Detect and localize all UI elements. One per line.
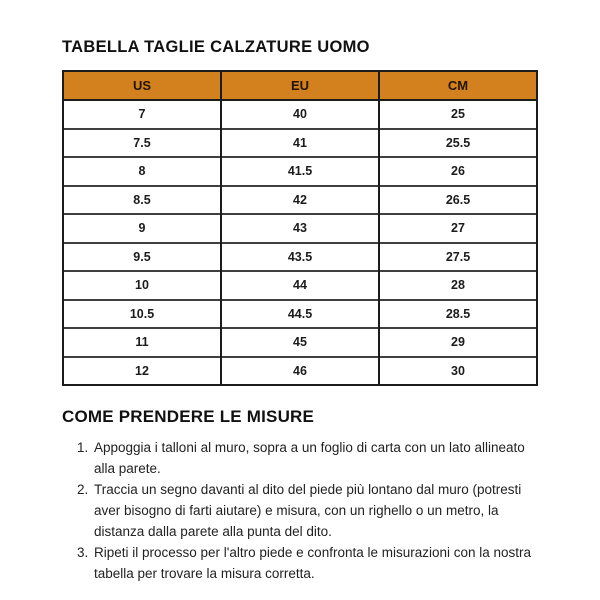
size-cell-us: 8.5: [63, 186, 221, 215]
size-cell-eu: 44.5: [221, 300, 379, 329]
size-cell-us: 10: [63, 271, 221, 300]
column-header-cm: CM: [379, 71, 537, 100]
size-cell-cm: 26: [379, 157, 537, 186]
size-table-row: [63, 328, 537, 357]
instructions-title: COME PRENDERE LE MISURE: [62, 407, 315, 426]
size-cell-us: 7.5: [63, 129, 221, 158]
size-cell-cm: 29: [379, 328, 537, 357]
size-cell-us: 9: [63, 214, 221, 243]
size-cell-eu: 41.5: [221, 157, 379, 186]
size-table-row: [63, 214, 537, 243]
size-cell-cm: 27: [379, 214, 537, 243]
instruction-item: 2. Traccia un segno davanti al dito del piede più lontano dal muro (potresti aver bisogno di farti aiutare) e misura, con un righello o un metro, la distanza dalla parete alla punta del dito.: [92, 479, 544, 542]
size-table-header-row: [63, 71, 537, 100]
size-table-row: [63, 100, 537, 129]
size-cell-cm: 25: [379, 100, 537, 129]
size-cell-cm: 27.5: [379, 243, 537, 272]
size-table: [62, 70, 538, 386]
size-cell-us: 11: [63, 328, 221, 357]
size-table-title: TABELLA TAGLIE CALZATURE UOMO: [62, 38, 370, 56]
instruction-item: 1. Appoggia i talloni al muro, sopra a un foglio di carta con un lato allineato alla parete.: [92, 437, 544, 479]
size-cell-eu: 43: [221, 214, 379, 243]
size-table-row: [63, 243, 537, 272]
size-table-row: [63, 300, 537, 329]
column-header-eu: EU: [221, 71, 379, 100]
size-cell-cm: 25.5: [379, 129, 537, 158]
size-cell-cm: 28.5: [379, 300, 537, 329]
size-cell-eu: 40: [221, 100, 379, 129]
size-cell-eu: 43.5: [221, 243, 379, 272]
size-table-row: [63, 186, 537, 215]
instruction-item: 3. Ripeti il processo per l'altro piede e confronta le misurazioni con la nostra tabella per trovare la misura corretta.: [92, 542, 544, 584]
size-table-row: [63, 271, 537, 300]
size-table-row: [63, 357, 537, 386]
size-cell-cm: 26.5: [379, 186, 537, 215]
size-table-header: [63, 71, 537, 100]
size-cell-us: 7: [63, 100, 221, 129]
size-cell-eu: 42: [221, 186, 379, 215]
size-cell-us: 8: [63, 157, 221, 186]
size-cell-cm: 30: [379, 357, 537, 386]
size-cell-eu: 46: [221, 357, 379, 386]
size-table-row: [63, 129, 537, 158]
size-table-row: [63, 157, 537, 186]
size-cell-us: 10.5: [63, 300, 221, 329]
size-cell-cm: 28: [379, 271, 537, 300]
size-table-body: [63, 100, 537, 385]
size-cell-eu: 45: [221, 328, 379, 357]
size-cell-us: 12: [63, 357, 221, 386]
column-header-us: US: [63, 71, 221, 100]
instructions-list: [62, 437, 544, 584]
size-cell-eu: 41: [221, 129, 379, 158]
size-cell-us: 9.5: [63, 243, 221, 272]
size-cell-eu: 44: [221, 271, 379, 300]
